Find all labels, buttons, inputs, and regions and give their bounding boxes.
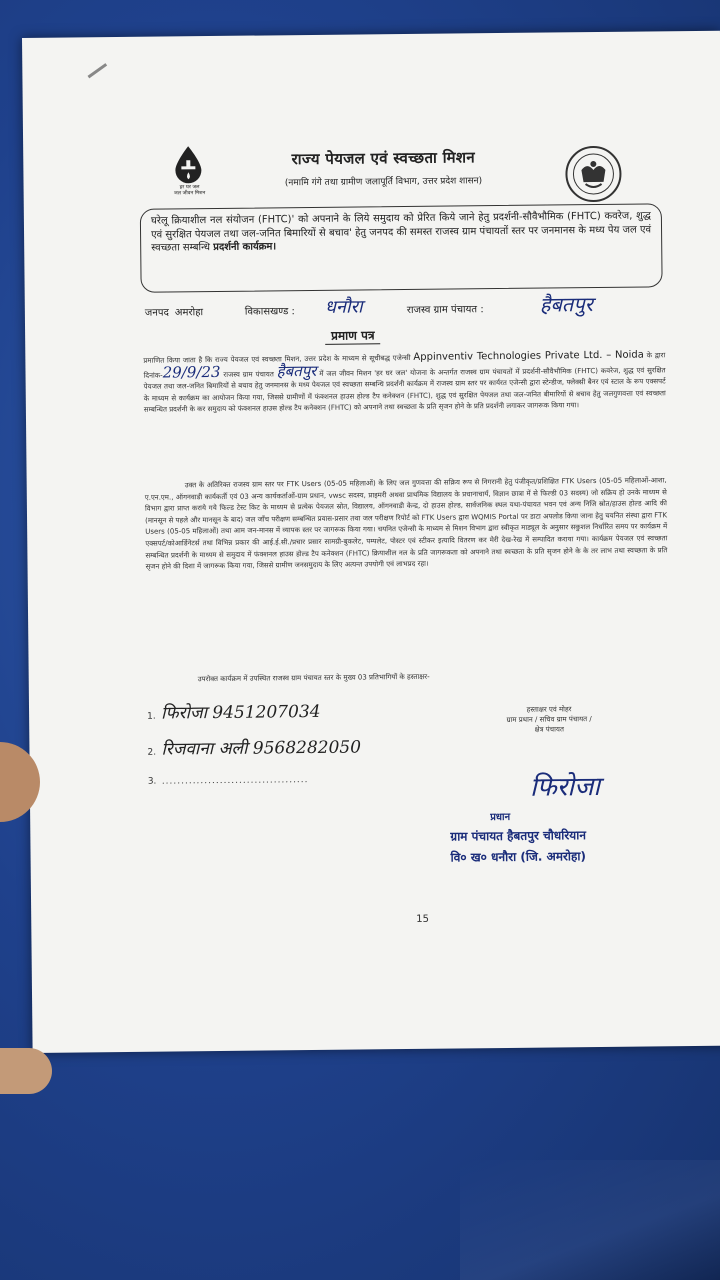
stamp-line-1: ग्राम पंचायत हैबतपुर चौधरियान bbox=[450, 828, 587, 844]
panchayat-value: हैबतपुर bbox=[539, 292, 593, 317]
heading-subtitle: (नमामि गंगे तथा ग्रामीण जलापूर्ति विभाग, उत्तर प्रदेश शासन) bbox=[284, 176, 483, 189]
block-label: विकासखण्ड : bbox=[244, 306, 295, 318]
certificate-paragraph-2 bbox=[145, 475, 668, 573]
banner-text-bold: प्रदर्शनी कार्यक्रम। bbox=[213, 241, 277, 254]
date-label: के द्वारा दिनांक- bbox=[143, 351, 666, 380]
participant-signature-1 bbox=[147, 699, 321, 724]
logo-caption bbox=[158, 184, 222, 197]
para1-panchayat-label: राजस्व ग्राम पंचायत bbox=[223, 369, 274, 379]
participants-caption: उपरोक्त कार्यक्रम में उपस्थित राजस्व ग्राम पंचायत स्तर के मुख्य 03 प्रतिभागियों के हस्ताक्षर- bbox=[197, 672, 430, 684]
pradhan-caption-3: क्षेत्र पंचायत bbox=[534, 725, 565, 734]
para1-panchayat-value: हैबतपुर bbox=[276, 361, 317, 380]
program-banner bbox=[140, 203, 663, 292]
participant-3-number: 3. bbox=[147, 776, 157, 787]
certificate-document bbox=[22, 31, 720, 1053]
stamp-title: प्रधान bbox=[490, 811, 511, 824]
document-heading bbox=[213, 146, 553, 189]
page-number: 15 bbox=[416, 913, 430, 925]
banner-text: घरेलू क्रियाशील नल संयोजन (FHTC)' को अपनाने के लिये समुदाय को प्रेरित किये जाने हेतु प्रदर्शनी-सौवैभौमिक (FHTC) कवरेज, शुद्ध एवं सुरक्षित पेयजल तथा जल-जनित बिमारियों से बचाव' हेतु जनपद की समस्त राजस्व ग्राम पंचायतों स्तर पर जनमानस के मध्य पेय जल एवं स्वच्छता सम्बन्धि bbox=[150, 210, 652, 254]
block-value: धनौरा bbox=[324, 296, 363, 318]
logo-caption-line2: जल जीवन मिशन bbox=[173, 190, 206, 197]
up-government-emblem bbox=[563, 144, 624, 205]
certificate-title: प्रमाण पत्र bbox=[325, 326, 381, 345]
district-value: अमरोहा bbox=[174, 307, 204, 319]
pradhan-signature: फिरोजा bbox=[529, 771, 601, 803]
para1-start: प्रमाणित किया जाता है कि राज्य पेयजल एवं स्वच्छता मिशन, उत्तर प्रदेश के माध्यम से सूचीबद्ध एजेन्सी bbox=[143, 353, 411, 365]
participant-3-blank: ...................................... bbox=[161, 775, 309, 787]
stamp-line-2: वि० ख० धनौरा (जि. अमरोहा) bbox=[450, 849, 587, 865]
participant-2-text: रिजवाना अली 9568282050 bbox=[161, 737, 362, 760]
address-row bbox=[144, 292, 665, 319]
shadow-corner bbox=[460, 1160, 720, 1280]
staple-mark bbox=[88, 63, 108, 78]
district-label: जनपद bbox=[144, 307, 169, 319]
para1-rest: में जल जीवन मिशन 'हर घर जल' योजना के अन्तर्गत राजस्व ग्राम पंचायतों में प्रदर्शनी-सौवैभौमिक (FHTC) कवरेज, शुद्ध एवं सुरक्षित पेयजल तथा जल-जनित बिमारियों से बचाव हेतु जनमानस के मध्य पेयजल एवं स्वच्छता सम्बन्धि प्रदर्शनी कार्यक्रम में राजस्व ग्राम स्तर पर कार्यरत एजेन्सी द्वारा स्टेन्डीज, फ्लेक्सी बैनर एवं स्टाल के रूप एक्सपर्ट के माध्यम से कार्यक्रम का आयोजन किया गया, जिससे ग्रामीणों में फंक्शनल हाउस होल्ड टैप कनेक्शन (FHTC), शुद्ध एवं सुरक्षित पेयजल तथा जल-जनित बीमारियों से बचाव हेतु जलगुणवत्ता एवं स्वच्छता सम्बन्धित प्रदर्शनी के कर समुदाय को फंक्शनल हाउस होल्ड टैप कनेक्शन (FHTC) को अपनाने तथा स्वच्छता के प्रति सृजन होने के प्रति प्रदर्शनी लगाकर जागरूक किया गया। bbox=[143, 365, 666, 415]
certificate-paragraph-1 bbox=[143, 349, 666, 416]
pradhan-caption-1: हस्ताक्षर एवं मोहर bbox=[526, 705, 572, 714]
panchayat-label: राजस्व ग्राम पंचायत : bbox=[406, 304, 484, 316]
participant-2-number: 2. bbox=[147, 747, 157, 758]
date-value: 29/9/23 bbox=[162, 362, 221, 382]
participant-signature-2 bbox=[147, 734, 361, 759]
heading-title: राज्य पेयजल एवं स्वच्छता मिशन bbox=[291, 148, 476, 169]
participant-1-text: फिरोजा 9451207034 bbox=[160, 701, 321, 724]
participant-signature-3 bbox=[148, 767, 309, 789]
finger-bottom-left bbox=[0, 1048, 52, 1094]
pradhan-stamp bbox=[450, 808, 586, 865]
pradhan-caption-2: ग्राम प्रधान / सचिव ग्राम पंचायत / bbox=[506, 715, 592, 724]
agency-name: Appinventiv Technologies Private Ltd. – Noida bbox=[413, 349, 644, 363]
participant-1-number: 1. bbox=[147, 711, 156, 722]
pradhan-caption bbox=[484, 704, 614, 735]
para2-text: उक्त के अतिरिक्त राजस्व ग्राम स्तर पर FTK Users (05-05 महिलाओं) के लिए जल गुणवत्ता की सक्रिय रूप से निगरानी हेतु पंजीकृत/प्रशिक्षित FTK Users (05-05 महिलाओं-आशा, ए.एन.एम., ऑगनवाडी कार्यकर्ती एवं 03 अन्य कार्यकर्ताओं-ग्राम प्रधान, vwsc सदस्य, प्राइमरी अथवा प्राथमिक विद्यालय के प्रधानाचार्य, विज्ञान छात्रा में से फिल्डी 03 सदस्य) जो सक्रिय हो उनके माध्यम से विभाग द्वारा प्राप्त कराये गये फिल्ड टेस्ट किट के माध्यम से प्रत्येक पेयजल स्रोत, विद्यालय, ऑगनवाडी केन्द्र, दो हाउस होल्ड, सार्वजनिक स्थल यथा-पंचायत भवन एवं अन्य निजि स्रोत/हाउस होल्ड आदि की (मानसून से पहले और मानसून के बाद) जल जाँच परीक्षण सम्बन्धित प्रवास-प्रसार तथा जल परीक्षण रिपोर्ट को FTK Users द्वारा WQMIS Portal पर डाटा अपलोड किया जाना हेतु चयनित संस्था द्वारा FTK Users (05-05 महिलाओं) तथा आम जन-मानस में व्यापक स्तर पर जागरूक किया गया। चयनित एजेन्सी के माध्यम से मिशन विभाग द्वारा स्वीकृत माड्यूल के अनुसार सकुशल निर्धारित समय पर कार्यक्रम में एक्सपर्ट/कोआर्डिनेटर्स तथा विभिन्न प्रकार की आई.ई.सी./प्रचार प्रसार सामग्री-बुकलेट, पम्पलेट, पोस्टर एवं स्टीकर इत्यादि वितरण कर मेरी देख-रेख में सम्पादित कराया गया। कार्यक्रम पेयजल एवं स्वच्छता सम्बन्धित प्रदर्शनी के माध्यम से समुदाय में फंक्शनल हाउस होल्ड टैप कनेक्शन (FHTC) क्रियाशील नल के प्रति जागरूकता को अपनाने तथा स्वच्छता के प्रति सृजन होने के के तर लाभ तथा स्वच्छता के प्रति सृजन होने की दिशा में जागरूक किया गया, जिससे ग्रामीण जनसमुदाय के लिए अत्यन्त उपयोगी एवं लाभप्रद रहा। bbox=[144, 476, 668, 571]
logo-caption-line1: हर घर जल bbox=[179, 184, 200, 191]
jal-jeevan-mission-logo bbox=[167, 144, 209, 186]
